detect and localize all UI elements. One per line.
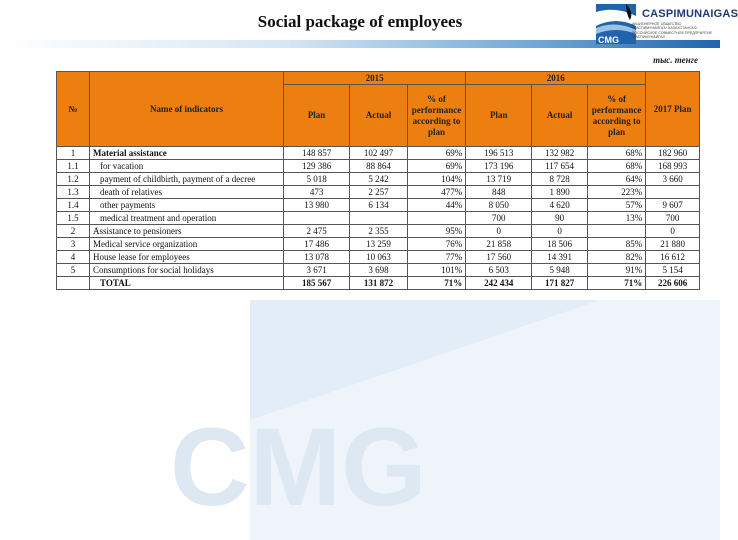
cell-plan-2016: 8 050 xyxy=(466,199,532,212)
cell-actual-2016: 0 xyxy=(532,225,588,238)
header-plan-2015: Plan xyxy=(284,85,350,147)
cell-plan-2017 xyxy=(646,186,700,199)
cell-plan-2017: 3 660 xyxy=(646,173,700,186)
logo-cmg-label: CMG xyxy=(598,35,619,45)
cell-actual-2016: 1 890 xyxy=(532,186,588,199)
cell-plan-2016: 17 560 xyxy=(466,251,532,264)
cell-plan-2015: 17 486 xyxy=(284,238,350,251)
row-name: payment of childbirth, payment of a decree xyxy=(90,173,284,186)
row-no: 4 xyxy=(57,251,90,264)
row-name: TOTAL xyxy=(90,277,284,290)
cell-plan-2017: 168 993 xyxy=(646,160,700,173)
header-plan-2016: Plan xyxy=(466,85,532,147)
company-logo xyxy=(596,4,738,45)
cell-pct-2015: 69% xyxy=(407,160,465,173)
row-name: death of relatives xyxy=(90,186,284,199)
table-row xyxy=(57,199,700,212)
cell-plan-2015: 13 078 xyxy=(284,251,350,264)
row-name: House lease for employees xyxy=(90,251,284,264)
cell-pct-2016: 82% xyxy=(587,251,645,264)
row-no: 1.4 xyxy=(57,199,90,212)
cell-plan-2015: 5 018 xyxy=(284,173,350,186)
logo-tagline: АКЦИОНЕРНОЕ ОБЩЕСТВО «КАСПИМУНАЙГАЗ» КАЗАХСТАНСКО-РОССИЙСКОЕ СОВМЕСТНОЕ ПРЕДПРИЯТИЕ "КАСПИМУНАЙГАЗ" xyxy=(632,22,713,40)
cell-actual-2015: 102 497 xyxy=(350,147,408,160)
cell-pct-2016: 71% xyxy=(587,277,645,290)
row-name: Medical service organization xyxy=(90,238,284,251)
social-package-table xyxy=(56,71,700,290)
logo-brand-name: CASPIMUNAIGAS xyxy=(642,8,738,20)
cell-pct-2015: 44% xyxy=(407,199,465,212)
cell-plan-2017: 9 607 xyxy=(646,199,700,212)
cell-pct-2015: 477% xyxy=(407,186,465,199)
cell-plan-2016: 0 xyxy=(466,225,532,238)
cell-pct-2015: 95% xyxy=(407,225,465,238)
cell-actual-2015: 2 355 xyxy=(350,225,408,238)
cell-actual-2015: 131 872 xyxy=(350,277,408,290)
cell-pct-2015 xyxy=(407,212,465,225)
row-no: 5 xyxy=(57,264,90,277)
header-year-2016: 2016 xyxy=(466,72,646,85)
cell-pct-2015: 77% xyxy=(407,251,465,264)
cell-actual-2016: 4 620 xyxy=(532,199,588,212)
cell-plan-2015: 2 475 xyxy=(284,225,350,238)
unit-note: тыс. тенге xyxy=(653,55,698,65)
cell-plan-2017: 16 612 xyxy=(646,251,700,264)
cell-plan-2016: 6 503 xyxy=(466,264,532,277)
cell-actual-2016: 18 506 xyxy=(532,238,588,251)
cell-actual-2015: 88 864 xyxy=(350,160,408,173)
table-row xyxy=(57,186,700,199)
cell-plan-2016: 242 434 xyxy=(466,277,532,290)
header-name: Name of indicators xyxy=(90,72,284,147)
cell-actual-2016: 171 827 xyxy=(532,277,588,290)
cell-plan-2016: 848 xyxy=(466,186,532,199)
table-row xyxy=(57,238,700,251)
cell-plan-2017: 0 xyxy=(646,225,700,238)
row-no: 1.1 xyxy=(57,160,90,173)
cell-pct-2016: 68% xyxy=(587,147,645,160)
cell-pct-2016: 64% xyxy=(587,173,645,186)
cell-plan-2015: 3 671 xyxy=(284,264,350,277)
cell-pct-2016: 223% xyxy=(587,186,645,199)
header-no: № xyxy=(57,72,90,147)
cell-plan-2015: 185 567 xyxy=(284,277,350,290)
cell-plan-2017: 700 xyxy=(646,212,700,225)
cell-plan-2015: 13 980 xyxy=(284,199,350,212)
cell-plan-2015: 148 857 xyxy=(284,147,350,160)
cell-actual-2015: 5 242 xyxy=(350,173,408,186)
table-row xyxy=(57,264,700,277)
cell-pct-2016: 85% xyxy=(587,238,645,251)
cell-plan-2016: 173 196 xyxy=(466,160,532,173)
cell-pct-2016 xyxy=(587,225,645,238)
cell-pct-2015: 101% xyxy=(407,264,465,277)
page-title: Social package of employees xyxy=(257,12,463,31)
cell-pct-2015: 76% xyxy=(407,238,465,251)
cell-plan-2015: 129 386 xyxy=(284,160,350,173)
header-pct-2016: % of performance according to plan xyxy=(587,85,645,147)
cell-plan-2017: 5 154 xyxy=(646,264,700,277)
table-row xyxy=(57,173,700,186)
row-no: 1 xyxy=(57,147,90,160)
cell-pct-2016: 13% xyxy=(587,212,645,225)
cell-pct-2016: 68% xyxy=(587,160,645,173)
cell-actual-2015: 2 257 xyxy=(350,186,408,199)
row-no xyxy=(57,277,90,290)
cell-plan-2016: 196 513 xyxy=(466,147,532,160)
row-name: for vacation xyxy=(90,160,284,173)
table-row-total xyxy=(57,277,700,290)
header-actual-2016: Actual xyxy=(532,85,588,147)
cell-actual-2016: 132 982 xyxy=(532,147,588,160)
cell-plan-2016: 21 858 xyxy=(466,238,532,251)
row-no: 2 xyxy=(57,225,90,238)
cell-plan-2016: 700 xyxy=(466,212,532,225)
cell-actual-2016: 5 948 xyxy=(532,264,588,277)
cell-actual-2015: 10 063 xyxy=(350,251,408,264)
cell-plan-2016: 13 719 xyxy=(466,173,532,186)
header-actual-2015: Actual xyxy=(350,85,408,147)
cell-plan-2017: 21 880 xyxy=(646,238,700,251)
row-no: 1.3 xyxy=(57,186,90,199)
cell-plan-2015 xyxy=(284,212,350,225)
cell-actual-2016: 14 391 xyxy=(532,251,588,264)
cell-actual-2015: 6 134 xyxy=(350,199,408,212)
table-row xyxy=(57,160,700,173)
table-row xyxy=(57,147,700,160)
cell-actual-2015: 3 698 xyxy=(350,264,408,277)
row-no: 3 xyxy=(57,238,90,251)
table-row xyxy=(57,212,700,225)
cell-actual-2016: 90 xyxy=(532,212,588,225)
cell-actual-2015 xyxy=(350,212,408,225)
cell-actual-2016: 117 654 xyxy=(532,160,588,173)
cell-plan-2017: 226 606 xyxy=(646,277,700,290)
header-year-2015: 2015 xyxy=(284,72,466,85)
cell-actual-2015: 13 259 xyxy=(350,238,408,251)
row-name: Assistance to pensioners xyxy=(90,225,284,238)
row-name: other payments xyxy=(90,199,284,212)
cell-plan-2015: 473 xyxy=(284,186,350,199)
cell-pct-2016: 57% xyxy=(587,199,645,212)
row-name: Consumptions for social holidays xyxy=(90,264,284,277)
cell-pct-2015: 104% xyxy=(407,173,465,186)
cell-pct-2016: 91% xyxy=(587,264,645,277)
row-name: medical treatment and operation xyxy=(90,212,284,225)
header-pct-2015: % of performance according to plan xyxy=(407,85,465,147)
table-row xyxy=(57,251,700,264)
watermark-cmg-text: CMG xyxy=(170,406,427,529)
table-row xyxy=(57,225,700,238)
row-no: 1.2 xyxy=(57,173,90,186)
cell-pct-2015: 71% xyxy=(407,277,465,290)
cell-actual-2016: 8 728 xyxy=(532,173,588,186)
row-name: Material assistance xyxy=(90,147,284,160)
header-plan-2017: 2017 Plan xyxy=(646,72,700,147)
cell-plan-2017: 182 960 xyxy=(646,147,700,160)
cell-pct-2015: 69% xyxy=(407,147,465,160)
row-no: 1.5 xyxy=(57,212,90,225)
